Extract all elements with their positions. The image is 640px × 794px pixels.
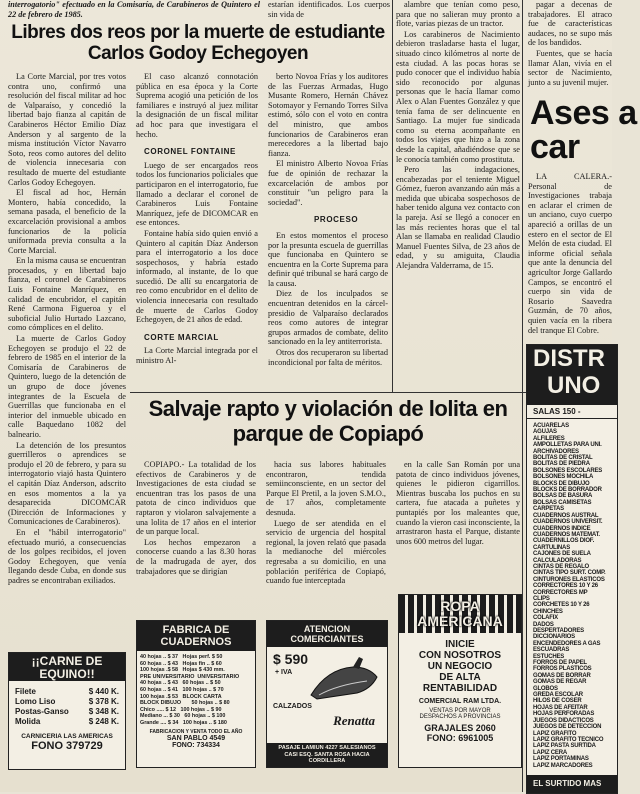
ad-dist-item: BOLSONES ESCOLARES [533,467,603,474]
ad-carne-price: $ 248 K. [88,717,119,726]
ad-dist-item: ESTUCHES [533,653,565,660]
divider [130,392,526,393]
ad-dist-item: LAPIZ PASTA SURTIDA [533,743,596,750]
ad-ropa-company: COMERCIAL RAM LTDA. [418,698,502,705]
ad-ropa-banner: ROPA AMERICANA [399,595,521,633]
ad-ropa-l2: CON NOSOTROS [418,650,502,661]
subhead-corte-marcial: CORTE MARCIAL [144,332,219,342]
ad-dist-item: BLOCKS DE BORRADOR [533,487,602,494]
ad-fabrica-row: BLOCK DIBUJO 50 hojas .. $ 80 [140,700,230,707]
ad-dist-salas: SALAS 150 - [527,405,617,419]
ad-fabrica-title1: FABRICA DE [162,624,230,636]
ad-carne-item: Filete [15,687,36,696]
article2-col3-p: en la calle San Román por una patota de cinco individuos jóvenes, quienes le pidieron cigarrillos. Mientras buscaba los puchos en su cartera, fue atacada a puñetes y puntapiés por los maleantes que, cuando la vieron casi inconsciente, la arrastraron hasta el Parque, distante unos 600 metros del lugar. [396,460,520,546]
article1-col3-p: Diez de los inculpados se encuentran detenidos en la cárcel-presidio de Valparaíso declarados reos como autores de integrar grupos armados de combate, delito sancionado en la ley antiterrorista. [268,289,388,347]
ad-carne-price: $ 440 K. [88,687,119,696]
ad-dist-item: CINTAS DE REGALO [533,563,590,570]
ad-dist-item: JUEGOS DE DETECCION [533,724,602,731]
ad-dist-item: CINTAS TIPO SURT. COMP. [533,570,606,577]
article2-col1 [136,460,256,618]
ad-carne-prices [9,681,125,729]
ad-dist-title2: UNO [547,372,601,399]
ad-dist-item: LAPIZ GRAFITO TECNICO [533,736,604,743]
far-right-body [528,172,612,342]
ad-ropa-phone: FONO: 6961005 [426,733,494,743]
ad-carne-phone: FONO 379729 [31,740,103,752]
ad-ropa-sales2: DESPACHOS A PROVINCIAS [419,714,501,720]
article1-col2-p: Luego de ser encargados reos todos los funcionarios policiales que participaron en el interrogatorio, fue llamado a declarar el coronel de Carabineros Luis Fontaine Manríquez, jefe de DICOMCAR en ese entonces. [136,160,258,228]
article1-col3-p: berto Novoa Frías y los auditores de las Fuerzas Armadas, Hugo Musante Romero, Hernán Chávez Sotomayor y Fernando Torres Silva estimó, sólo con el voto en contra del ministro, que ambos funcionarios de Carabineros eran merecedores a la libertad bajo fianza. [268,72,388,158]
article1-col2-p: La Corte Marcial integrada por el ministro Al- [136,346,258,366]
ad-dist-item: DICCIONARIOS [533,634,575,641]
ad-fabrica-title [137,621,255,651]
ad-dist-item: ENCENDEDORES A GAS [533,640,601,647]
ad-dist-item: FORROS DE PAPEL [533,660,587,667]
article1-col1-p: La detención de los presuntos guerrilleros o aprendices se produjo el 20 de febrero, y para su interrogatorio viajó hasta Quintero el capitán Díaz Anderson, adscrito en esos momentos a la ya desaparecida DICOMCAR (Dirección de Informaciones y Comunicaciones de Carabineros). [8,440,126,527]
ad-carne-row [15,707,119,717]
ad-dist-item: CUADERNOS UNIVERSIT. [533,519,603,526]
ad-dist-item: AMPOLLETAS PARA UNI. [533,442,602,449]
article1-col3-p: En estos momentos el proceso por la presunta escuela de guerrillas que funcionaba en Quintero se encuentra en la Corte Suprema para definir qué tribunal se hará cargo de la causa. [268,230,388,288]
ad-carne-price: $ 378 K. [88,697,119,706]
ad-fabrica-row: PRE UNIVERSITARIO UNIVERSITARIO [140,673,240,680]
article2-col3 [396,460,520,592]
ad-dist-item: HOJAS DE AFEITAR [533,704,588,711]
ad-fabrica-row: Grande .... $ 34 100 hojas .. $ 180 [140,719,227,726]
ad-atencion-label: CALZADOS [273,703,312,710]
ad-dist-item: ACUARELAS [533,423,569,429]
ad-dist-item: CLIPS [533,595,550,602]
ad-atencion-comerciantes [266,620,388,768]
ad-dist-item: CUADERNOS INDICE [533,525,591,532]
article1-col1-p: En la misma causa se encuentran procesados, y en libertad bajo fianza, el coronel de Carabineros Luis Fontaine Manríquez, en calidad de encubridor, el capitán René Carmona Figueroa y el suboficial Julio Hurtado Lazcano, como cómplices en el delito. [8,256,126,333]
ad-dist-item: CUADERNOS AUSTRAL [533,512,599,519]
ad-ropa-address: GRAJALES 2060 [424,723,496,733]
ad-fabrica-row: 100 hojas .$ 53 BLOCK CARTA [140,693,222,700]
article1-col2-p: El caso alcanzó connotación pública en esa época y la Corte Suprema acogió una petición de los familiares e instruyó al juez militar la designación de un fiscal militar ad hoc para que investigara el hecho. [136,72,258,139]
ad-dist-item: CORRECTORES MP [533,589,588,596]
ad-dist-item: FORROS PLASTICOS [533,666,592,673]
ad-dist-item: CUADERNILLOS DIOF. [533,538,595,545]
article1-col1-p: El fiscal ad hoc, Hernán Montero, había concedido, la semana pasada, el beneficio de la excarcelación provisional a ambos funcionarios de la policía uniformada previa consulta a la Corte Marcial. [8,188,126,255]
ad-dist-item: DESPERTADORES [533,628,584,634]
ad-fabrica-cuadernos [136,620,256,768]
article2-col2 [266,460,386,618]
ad-dist-item: GOMAS DE REGAR [533,679,587,686]
ad-dist-item: HOJAS PERFORADAS [533,711,595,718]
side-column-p: alambre que tenían como peso, para que no salieran muy pronto a flote, varias piezas de un tractor. [396,0,520,29]
far-right-p: pagar a decenas de trabajadores. El atraco fue de características audaces, no se supo más de los bandidos. [528,0,612,48]
ad-dist-item: BLOCKS DE DIBUJO [533,480,590,487]
article1-col3 [268,72,388,390]
ad-dist-item: CARPETAS [533,506,564,513]
article1-col2 [136,72,258,390]
article1-col1 [8,72,126,648]
ad-dist-item: CAJONES DE SUELA [533,551,591,558]
ad-dist-item: BOLSONES MOCHILA [533,474,594,481]
ad-fabrica-prices [137,651,255,727]
ad-dist-item: GOMAS DE BORRAR [533,672,591,679]
far-right-p: Fuentes, que se hacía llamar Alan, vivía en el sector de Nacimiento, junto a su juvenil mujer. [528,48,612,87]
ad-dist-item: LAPIZ GRAFITO [533,730,577,737]
ad-fabrica-row: Chico ..... $ 12 100 hojas .. $ 90 [140,706,222,713]
ad-ropa-l4: DE ALTA [439,672,481,683]
ad-fabrica-row: 40 hojas .. $ 37 Hojas perf. $ 50 [140,654,223,660]
ad-dist-item: ALFILERES [533,435,565,442]
ad-dist-item: COLAFIX [533,615,558,622]
ad-dist-item: GREDA ESCOLAR [533,692,583,699]
ad-fabrica-address: SAN PABLO 4549 [166,734,226,742]
article1-col3-p: El ministro Alberto Novoa Frías fue de opinión de rechazar la excarcelación de ambos por constituir "un peligro para la sociedad". [268,159,388,207]
ad-dist-title [527,345,617,405]
ad-atencion-price: $ 590 [273,651,309,667]
ad-dist-item: GLOBOS [533,685,558,692]
ad-carne-title: ¡¡CARNE DE EQUINO!! [9,653,125,681]
ad-carne-item: Molida [15,717,41,726]
top-strip-left: interrogatorio" efectuado en la Comisaría, de Carabineros de Quintero el 22 de febrero de 1985. [8,0,260,19]
ad-ropa-l1: INICIE [445,639,475,650]
ad-carne-price: $ 348 K. [88,707,119,716]
ad-carne-row [15,697,119,707]
side-column [396,0,520,412]
ad-dist-item: JUEGOS DIDACTICOS [533,717,594,724]
article2-col2-p: Luego de ser atendida en el servicio de urgencia del hospital regional, la joven relató que pasada la medianoche del miércoles regresaba a su domicilio, en una población periférica de Copiapó, cuando fue interceptada [266,518,386,586]
ad-fabrica-row: 100 hojas .$ 58 Hojas $ 430 mm. [140,667,225,674]
ad-ropa-l5: RENTABILIDAD [422,683,498,694]
ad-dist-item: CALCULADORAS [533,557,582,564]
article1-headline: Libres dos reos por la muerte de estudiante Carlos Godoy Echegoyen [11,22,385,64]
ad-dist-item: AGUJAS [533,429,557,436]
ad-atencion-note: + IVA [275,669,293,676]
ad-distribuidora [526,344,618,794]
far-right-top [528,0,612,92]
ad-dist-item: BOLITAS DE PIEDRA [533,461,590,468]
ad-fabrica-row: 60 hojas .. $ 41 100 hojas .. $ 70 [140,686,224,693]
ad-ropa-l3: UN NEGOCIO [427,661,493,672]
ad-atencion-title: ATENCION COMERCIANTES [267,621,387,647]
article1-col2-p: Fontaine había sido quien envió a Quintero al capitán Díaz Anderson para el interrogatorio a los doce sospechosos, y habría estado informado, al instante, de lo que sucedió. De allí su encargatoria de reo como encubridor en el delito de violencia innecesaria con resultado de muerte de Carlos Godoy Echegoyen, de 21 años de edad. [136,228,258,325]
ad-carne-row [15,717,119,727]
ad-dist-item: HILOS DE COSER [533,698,582,705]
ad-dist-item: BOLSAS CAMISETAS [533,499,592,506]
ad-atencion-address: PASAJE LAMIUN 4227 SALESIANOS CASI ESQ. SANTA ROSA HACIA CORDILLERA [267,743,387,767]
side-column-p: Pero las indagaciones, encabezadas por el teniente Miguel Gómez, fueron avanzando aún más a medida que ubicaba sospechosos de haber tenido alguna vez contacto con la pareja. Así se llegó a conocer en las más recientes horas que el tal Alan se llamaba en realidad Claudio Manuel Fuentes Silva, de 23 años de edad, y su amiguita, Claudia Alejandra Valderrama, de 15. [396,165,520,271]
ad-dist-item: BOLSAS DE BASURA [533,493,593,500]
ad-fabrica-title2: CUADERNOS [160,636,232,648]
shoe-illustration-icon [307,655,381,705]
ad-dist-item: CHINCHES [533,608,563,615]
ad-dist-item: ARCHIVADORES [533,448,579,455]
ad-dist-item: BOLITAS DE CRISTAL [533,455,593,462]
ad-atencion-body [267,647,387,717]
article2-col2-p: hacia sus labores habituales encontraron, tendida semiinconsciente, en un sector del Parque El Pretil, a la joven S.M.O., de 17 años, completamente desnuda. [266,460,386,517]
article1-col1-p: La muerte de Carlos Godoy Echegoyen se produjo el 22 de febrero de 1985 en el interior de la Comisaría de Carabineros de Quintero, luego de la detención de un grupo de doce jóvenes integrantes de la Escuela de Guerrillas que funcionaba en el interior del inmueble ubicado en calle Baquedano 1082 del balneario. [8,334,126,439]
ad-fabrica-row: Mediano ... $ 30 60 hojas .. $ 100 [140,713,226,720]
ad-dist-foot: EL SURTIDO MAS [527,775,617,793]
far-right-headline: Ases a car [530,94,637,166]
ad-dist-item: LAPIZ MARCADORES [533,762,593,769]
article1-col3-p: Otros dos recuperaron su libertad incondicional por falta de méritos. [268,348,388,367]
subhead-coronel-fontaine: CORONEL FONTAINE [144,147,236,157]
ad-dist-title1: DISTR [533,345,605,372]
ad-fabrica-foot: FABRICACION Y VENTA TODO EL AÑO [149,728,243,735]
article1-col1-p: En el "hábil interrogatorio" efectuado murió, a consecuencias de los golpes recibidos, el joven Godoy Echegoyen, que venía llegando desde Cuba, en donde sus padres se encontraban exiliados. [8,527,126,585]
ad-dist-item: LAPIZ PORTAMINAS [533,756,589,763]
ad-ropa-headline [399,639,521,694]
top-strip-mid: estarían identificados. Los cuerpos sin vida de [268,0,390,19]
ad-dist-item: CORRECTORES 10 Y 26 [533,583,598,590]
ad-carne-shop: CARNICERIA LAS AMERICAS [21,733,113,740]
ad-carne-item: Postas-Ganso [15,707,69,716]
ad-dist-item: CUADERNOS MATEMAT. [533,531,600,538]
article2-col1-p: COPIAPO.- La totalidad de los efectivos de Carabineros y de Investigaciones de esta ciudad se encuentran tras los pasos de una patota de cinco individuos que raptaron y violaron salvajemente a una lolita de 17 años en el interior de un parque local. [136,460,256,537]
divider [522,0,523,792]
ad-carne-item: Lomo Liso [15,697,56,706]
ad-fabrica-phone: FONO: 734334 [172,741,220,749]
ad-fabrica-row: 60 hojas .. $ 43 Hojas fin .. $ 60 [140,660,222,667]
ad-dist-list [527,419,617,769]
ad-dist-item: CARTULINAS [533,544,570,551]
ad-dist-item: DADOS [533,621,554,628]
ad-dist-item: CINTURONES ELASTICOS [533,576,605,583]
ad-atencion-brand: Renatta [333,713,375,728]
ad-carne-equino [8,652,126,770]
article2-col1-p: Los hechos empezaron a conocerse cuando a las 8.30 horas de la madrugada de ayer, dos trabajadores que se dirigían [136,537,256,576]
side-column-p: Los carabineros de Nacimiento debieron trasladarse hasta el lugar, situado cinco kilómetros al norte de esta ciudad. A las pocas horas se pudo conocer que el individuo había sido reconocido por algunas personas que le hacía llamar como Alex o Alan Fuentes González y que tenía fama de ser delincuente en Santiago. La mujer fue sindicada como su eterna acompañante en todos los viajes que hizo a la zona desde la capital, añadiéndose que se le conocía también como prostituta. [396,29,520,164]
subhead-proceso: PROCESO [314,215,359,225]
ad-carne-row [15,687,119,697]
article1-col1-p: La Corte Marcial, por tres votos contra uno, confirmó una resolución del fiscal militar ad hoc de Valparaíso, y concedió la libertad bajo fianza al capitán de Carabineros Héctor Emilio Díaz Anderson y al sargento de la misma institución Víctor Navarro Soto, reos como autores del delito de violencia innecesaria con resultado de muerte del estudiante Carlos Godoy Echegoyen. [8,72,126,187]
ad-ropa-americana [398,594,522,768]
ad-dist-item: ESCUADRAS [533,647,570,654]
far-right-p: LA CALERA.- Personal de Investigaciones trabaja en aclarar el crimen de un anciano, cuyo cuerpo apareció a orillas de un estero en el sector de El Melón de esta ciudad. El informe oficial señala que ante la denuncia del agricultor Jorge Gallardo Campos, se encontró el cuerpo sin vida de Rosario Saavedra Guzmán, de 70 años, quien vacía en la ribera del tranque El Cobre. [528,172,612,335]
divider [392,0,393,392]
ad-dist-item: CORCHETES 10 Y 26 [533,602,590,609]
article2-headline: Salvaje rapto y violación de lolita en parque de Copiapó [148,396,508,446]
ad-dist-item: LAPIZ CERA [533,749,568,756]
ad-fabrica-row: 40 hojas .. $ 43 60 hojas .. $ 50 [140,680,221,687]
ad-ropa-sales1: VENTAS POR MAYOR [429,708,491,714]
